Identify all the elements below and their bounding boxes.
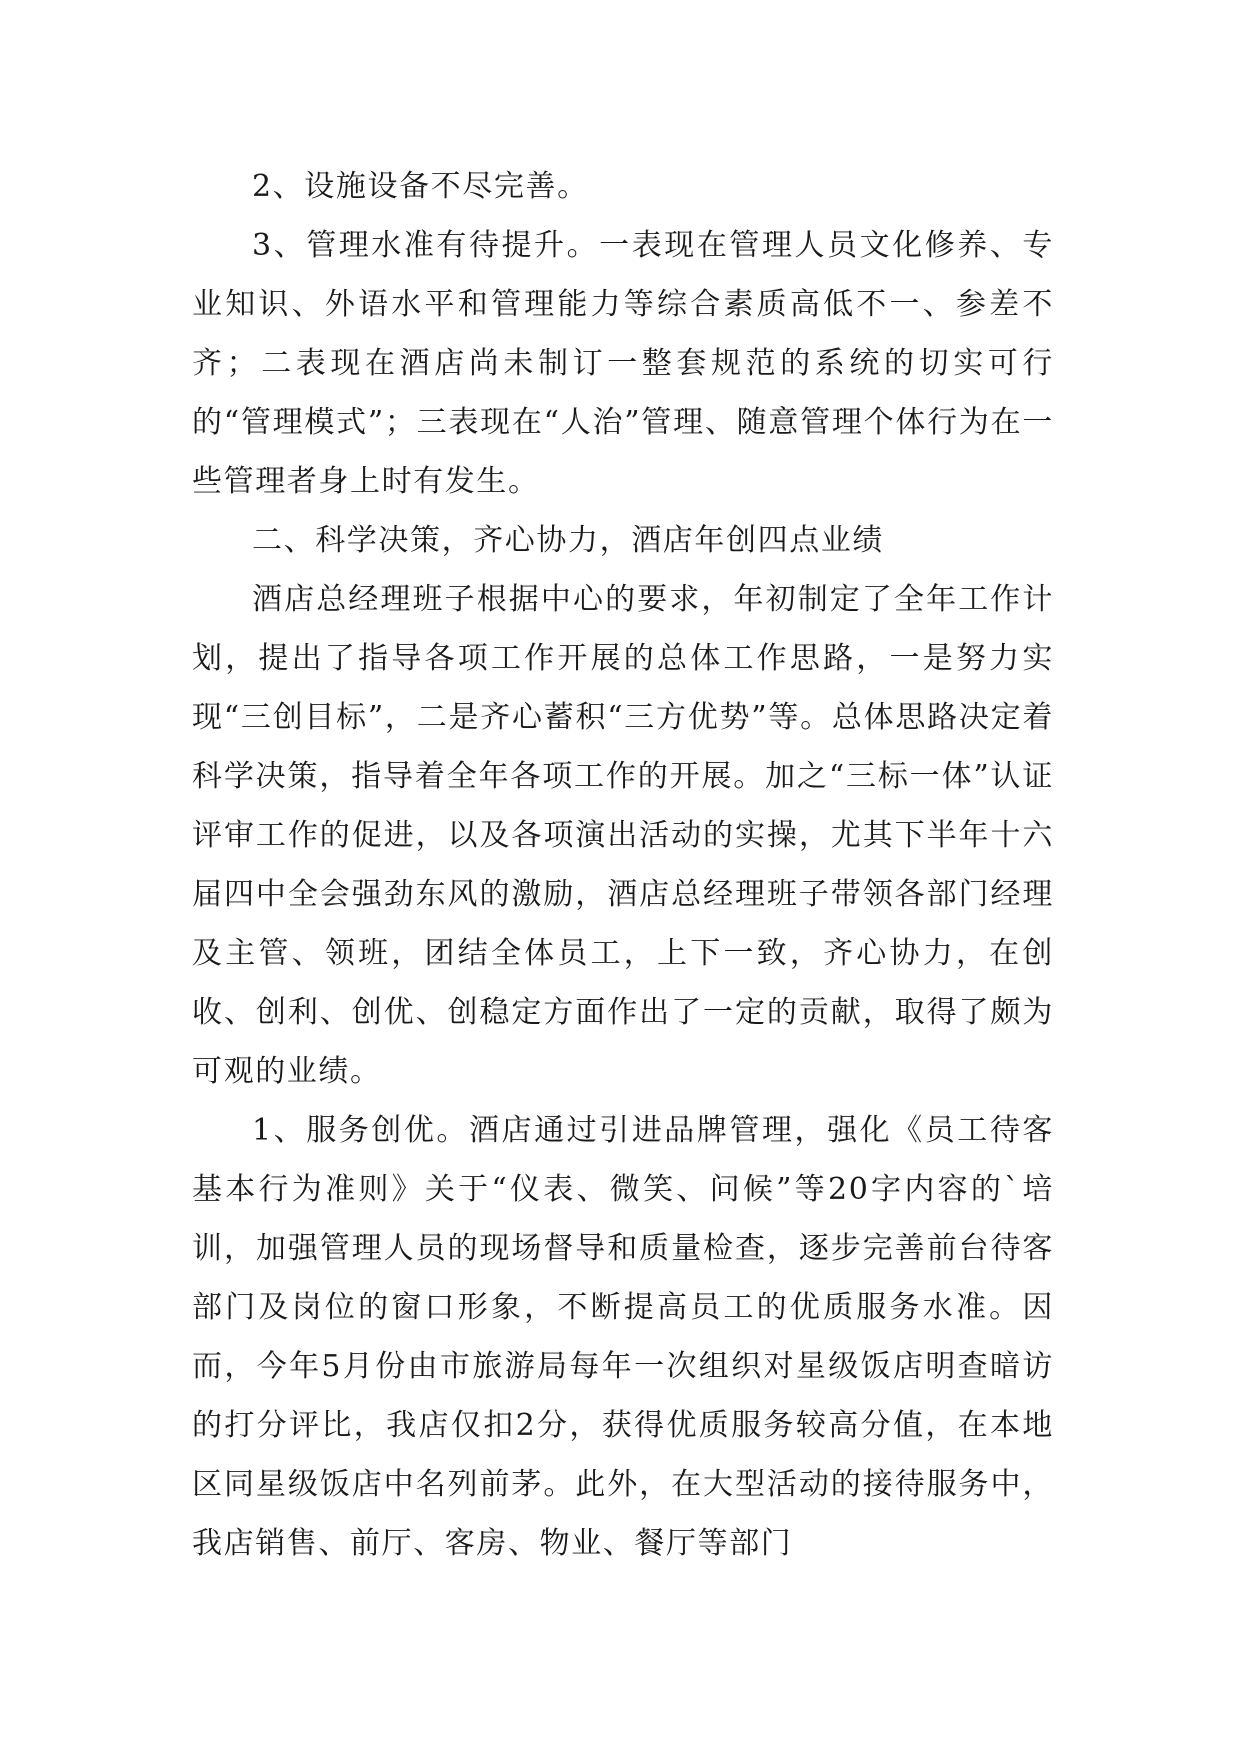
paragraph-management-level: 3、管理水准有待提升。一表现在管理人员文化修养、专业知识、外语水平和管理能力等综合素质高低不一、参差不齐；二表现在酒店尚未制订一整套规范的系统的切实可行的“管理模式”；三表现在“人治”管理、随意管理个体行为在一些管理者身上时有发生。 (192, 228, 1054, 499)
paragraph-service-excellence: 1、服务创优。酒店通过引进品牌管理，强化《员工待客基本行为准则》关于“仪表、微笑、问候”等20字内容的`培训，加强管理人员的现场督导和质量检查，逐步完善前台待客部门及岗位的窗口形象，不断提高员工的优质服务水准。因而，今年5月份由市旅游局每年一次组织对星级饭店明查暗访的打分评比，我店仅扣2分，获得优质服务较高分值，在本地区同星级饭店中名列前茅。此外，在大型活动的接待服务中，我店销售、前厅、客房、物业、餐厅等部门 (192, 1113, 1054, 1561)
paragraph-leadership: 酒店总经理班子根据中心的要求，年初制定了全年工作计划，提出了指导各项工作开展的总体工作思路，一是努力实现“三创目标”，二是齐心蓄积“三方优势”等。总体思路决定着科学决策，指导着全年各项工作的开展。加之“三标一体”认证评审工作的促进，以及各项演出活动的实操，尤其下半年十六届四中全会强劲东风的激励，酒店总经理班子带领各部门经理及主管、领班，团结全体员工，上下一致，齐心协力，在创收、创利、创优、创稳定方面作出了一定的贡献，取得了颇为可观的业绩。 (192, 582, 1054, 1089)
document-body (192, 157, 1054, 1573)
section-heading: 二、科学决策，齐心协力，酒店年创四点业绩 (252, 523, 884, 558)
paragraph-facilities: 2、设施设备不尽完善。 (252, 169, 589, 204)
